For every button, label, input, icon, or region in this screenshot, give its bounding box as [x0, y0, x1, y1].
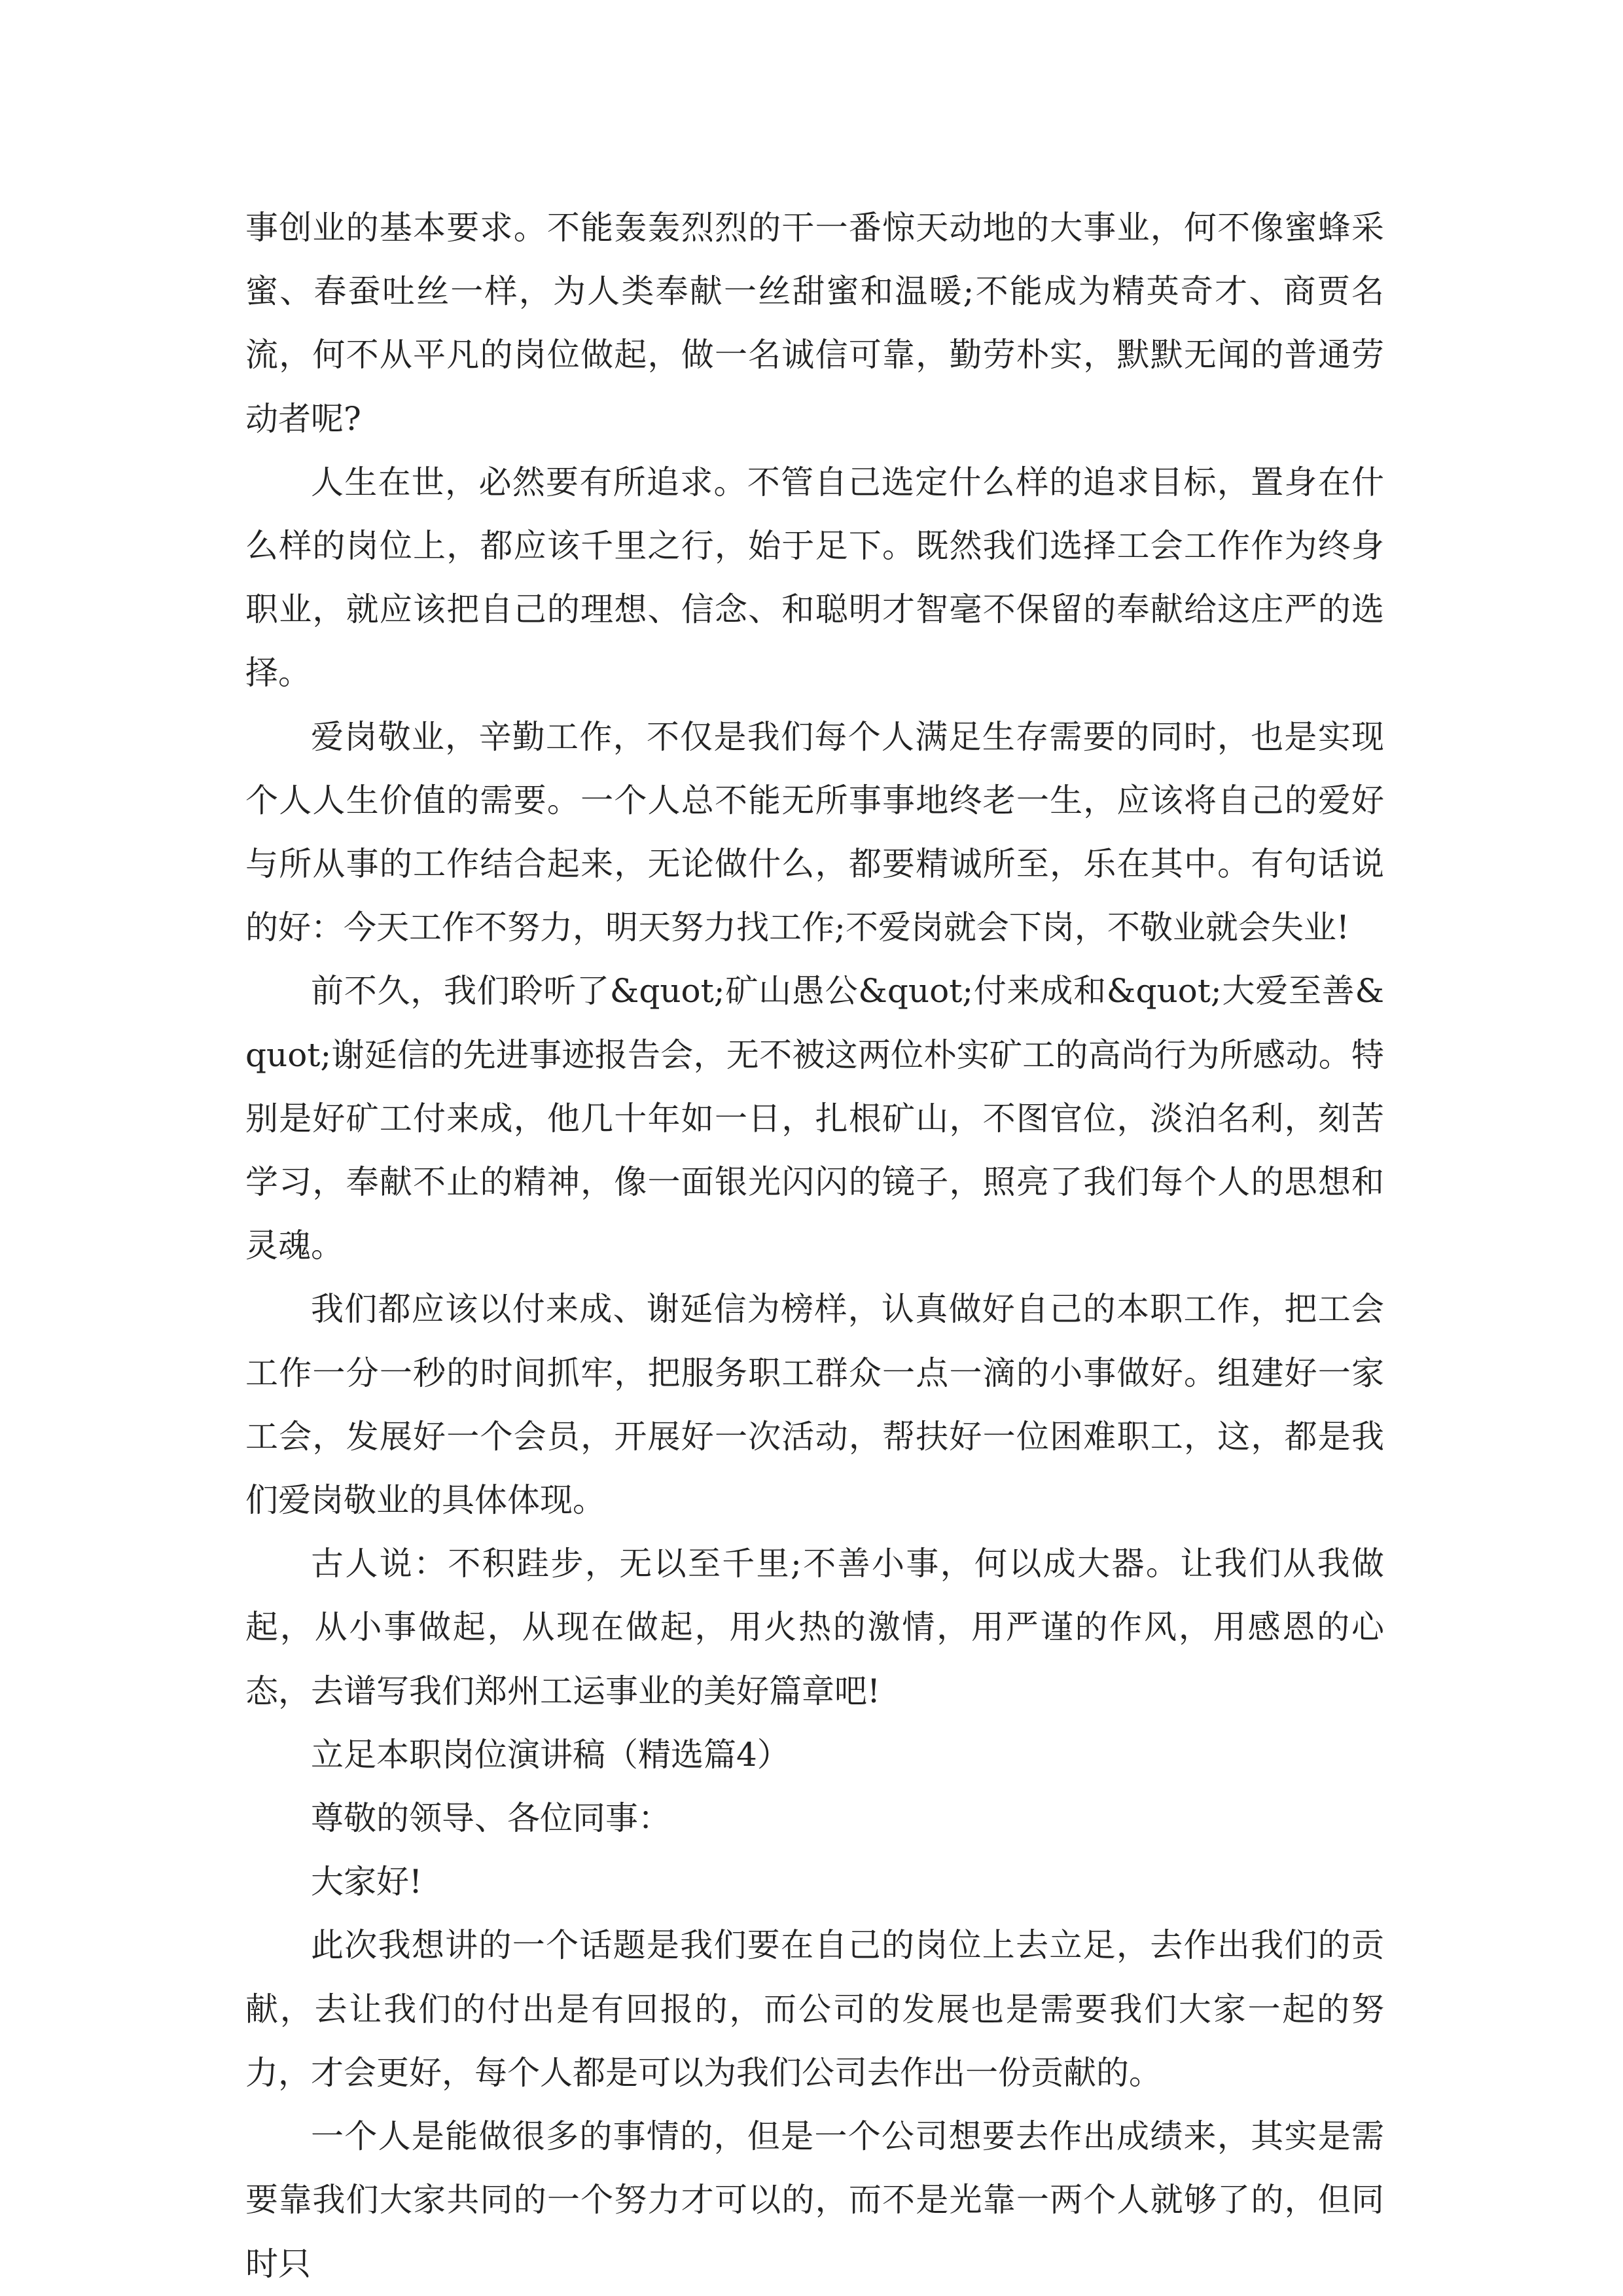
paragraph: 古人说：不积跬步，无以至千里;不善小事，何以成大器。让我们从我做起，从小事做起，从现在做起，用火热的激情，用严谨的作风，用感恩的心态，去谱写我们郑州工运事业的美好篇章吧!: [245, 1545, 1384, 1710]
greeting: 大家好!: [311, 1863, 423, 1901]
paragraph: 前不久，我们聆听了&quot;矿山愚公&quot;付来成和&quot;大爱至善&quot;谢延信的先进事迹报告会，无不被这两位朴实矿工的高尚行为所感动。特别是好矿工付来成，他几十年如一日，扎根矿山，不图官位，淡泊名利，刻苦学习，奉献不止的精神，像一面银光闪闪的镜子，照亮了我们每个人的思想和灵魂。: [245, 972, 1384, 1265]
document-body: [245, 196, 1384, 2296]
paragraph: 此次我想讲的一个话题是我们要在自己的岗位上去立足，去作出我们的贡献，去让我们的付出是有回报的，而公司的发展也是需要我们大家一起的努力，才会更好，每个人都是可以为我们公司去作出一份贡献的。: [245, 1926, 1384, 2092]
paragraph: 爱岗敬业，辛勤工作，不仅是我们每个人满足生存需要的同时，也是实现个人人生价值的需要。一个人总不能无所事事地终老一生，应该将自己的爱好与所从事的工作结合起来，无论做什么，都要精诚所至，乐在其中。有句话说的好：今天工作不努力，明天努力找工作;不爱岗就会下岗，不敬业就会失业!: [245, 717, 1384, 947]
salutation: 尊敬的领导、各位同事：: [311, 1799, 671, 1838]
paragraph: 事创业的基本要求。不能轰轰烈烈的干一番惊天动地的大事业，何不像蜜蜂采蜜、春蚕吐丝一样，为人类奉献一丝甜蜜和温暖;不能成为精英奇才、商贾名流，何不从平凡的岗位做起，做一名诚信可靠，勤劳朴实，默默无闻的普通劳动者呢?: [245, 209, 1384, 438]
paragraph: 人生在世，必然要有所追求。不管自己选定什么样的追求目标，置身在什么样的岗位上，都应该千里之行，始于足下。既然我们选择工会工作作为终身职业，就应该把自己的理想、信念、和聪明才智毫不保留的奉献给这庄严的选择。: [245, 463, 1384, 692]
paragraph: 我们都应该以付来成、谢延信为榜样，认真做好自己的本职工作，把工会工作一分一秒的时间抓牢，把服务职工群众一点一滴的小事做好。组建好一家工会，发展好一个会员，开展好一次活动，帮扶好一位困难职工，这，都是我们爱岗敬业的具体体现。: [245, 1290, 1384, 1520]
paragraph: 一个人是能做很多的事情的，但是一个公司想要去作出成绩来，其实是需要靠我们大家共同的一个努力才可以的，而不是光靠一两个人就够了的，但同时只: [245, 2117, 1384, 2283]
section-heading: 立足本职岗位演讲稿（精选篇4）: [311, 1735, 790, 1774]
